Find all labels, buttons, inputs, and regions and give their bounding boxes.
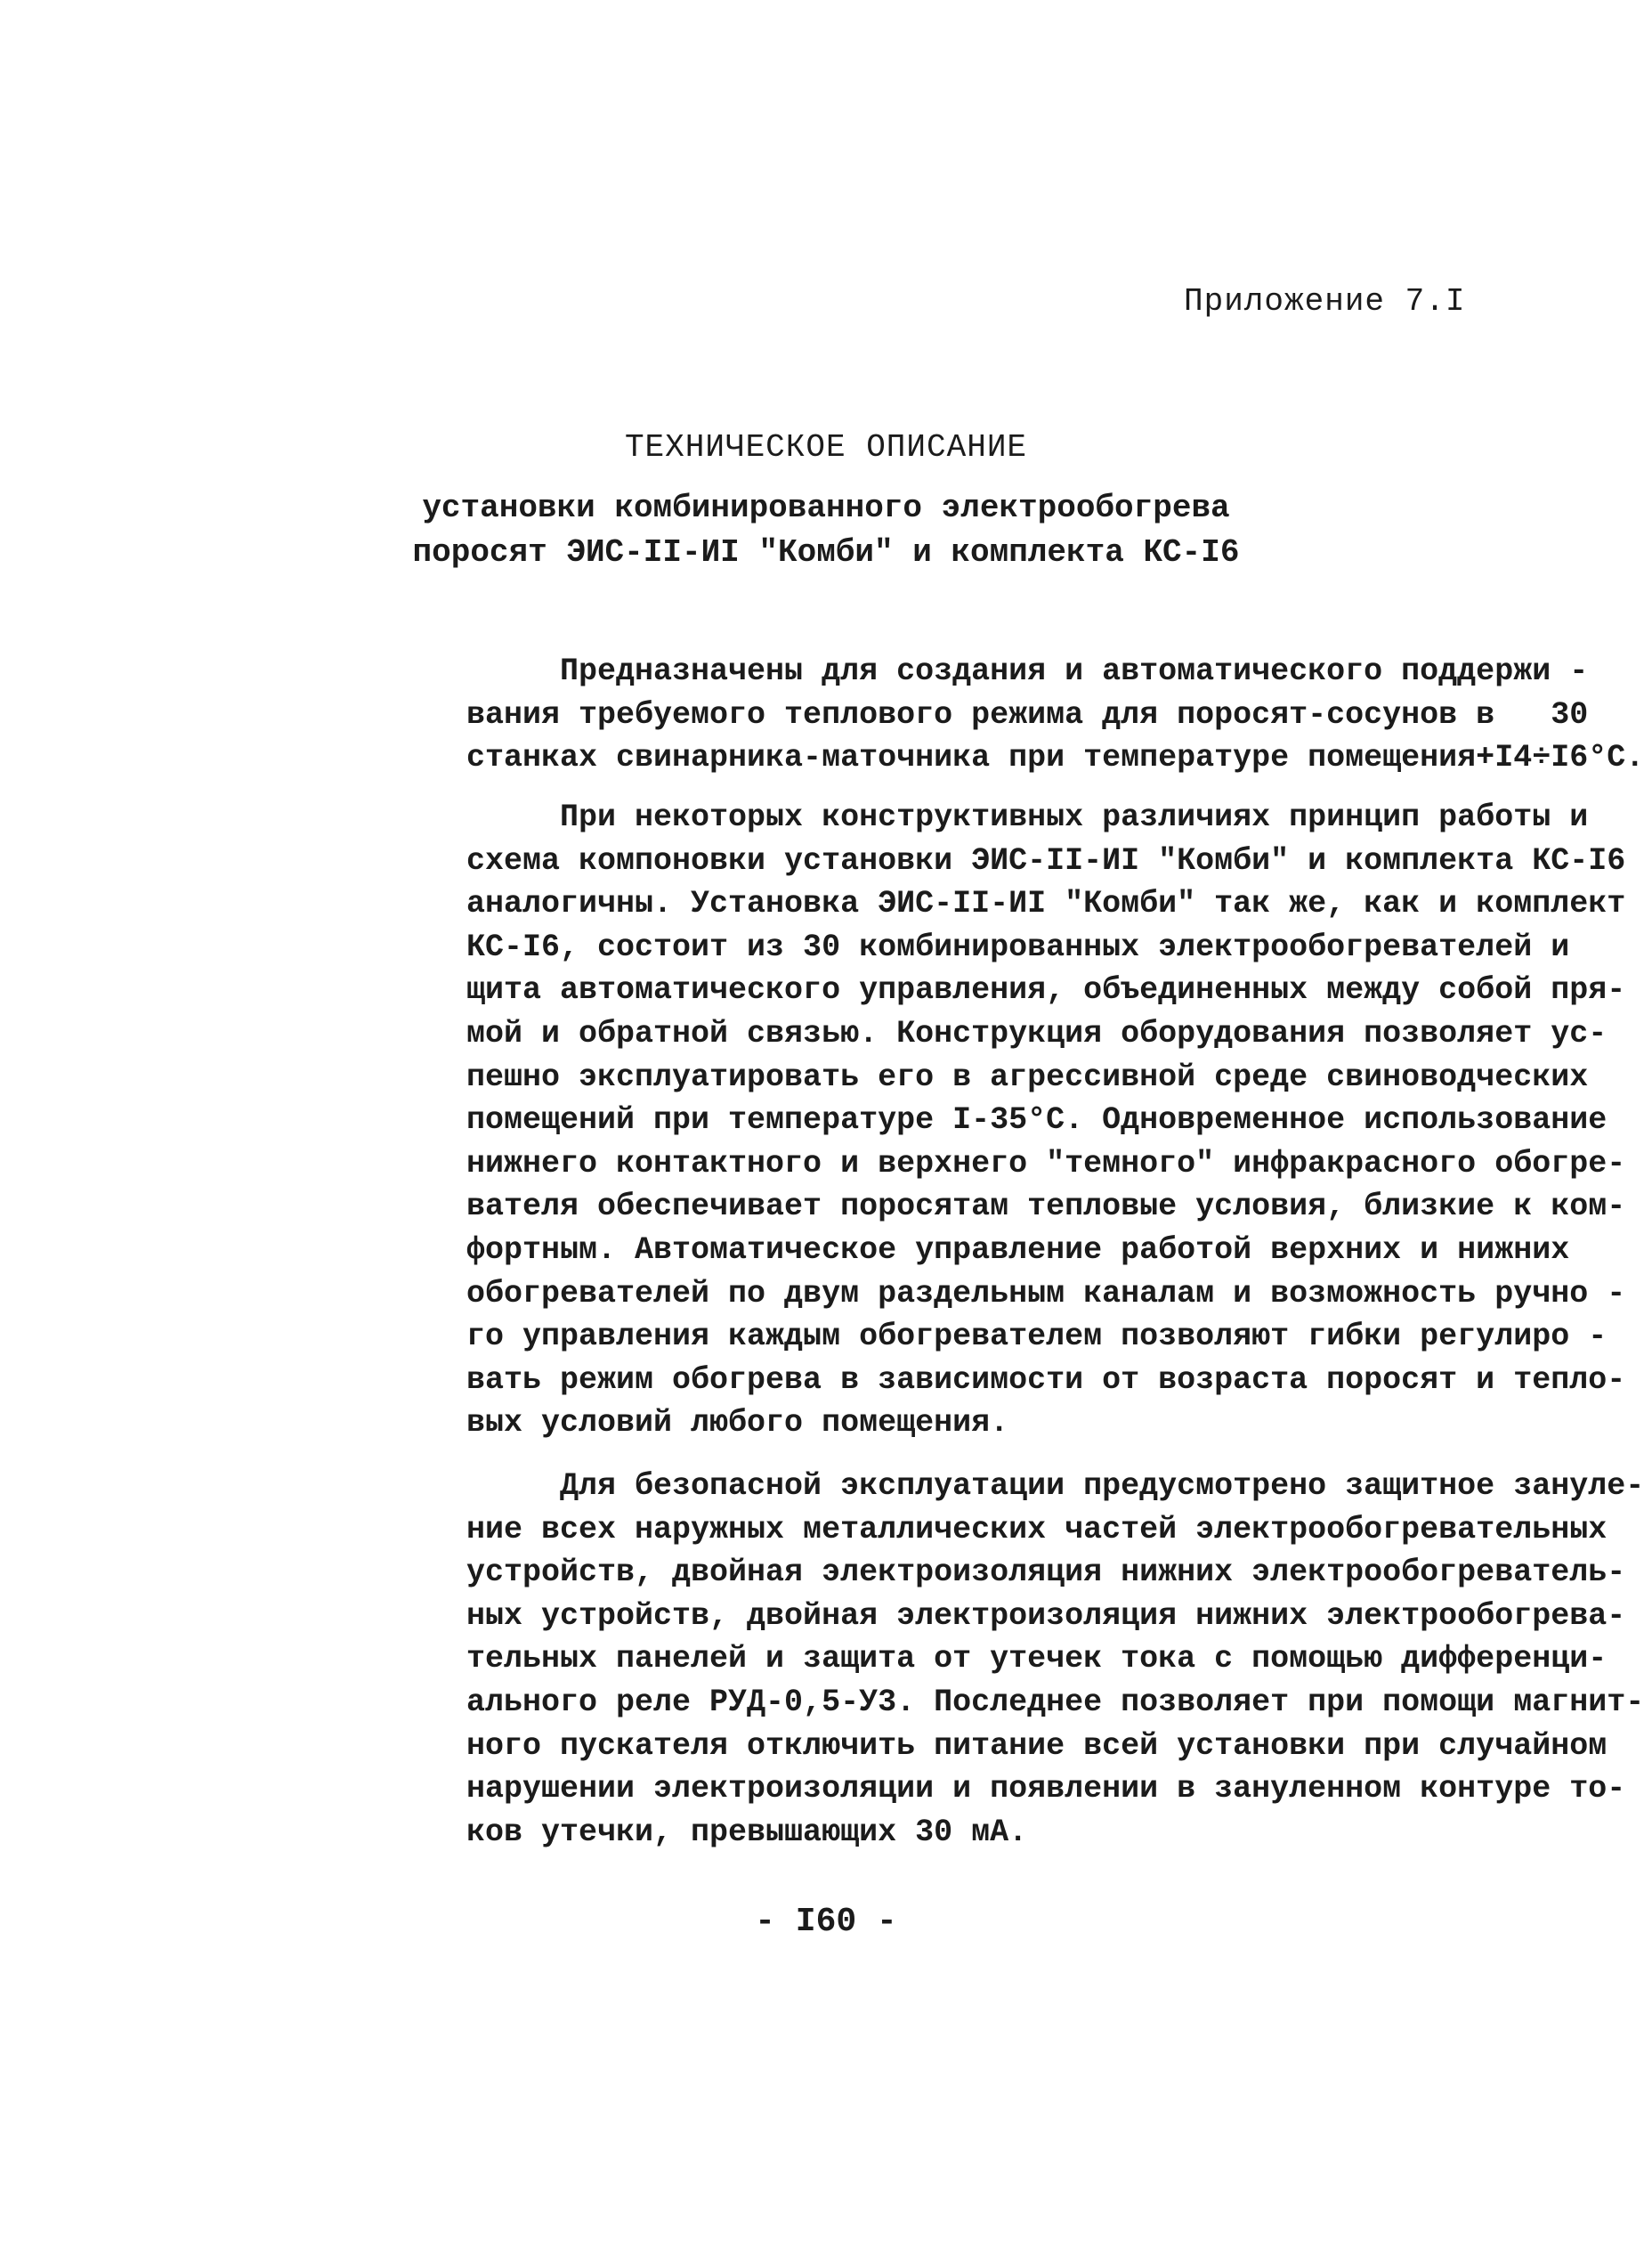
text-line: тельных панелей и защита от утечек тока с помощью дифференци- [466, 1641, 1607, 1677]
text-line: помещений при температуре I-35°С. Одновременное использование [466, 1102, 1607, 1139]
text-line: устройств, двойная электроизоляция нижних электрообогреватель- [466, 1555, 1626, 1591]
text-line: нижнего контактного и верхнего "темного" инфракрасного обогре- [466, 1145, 1626, 1181]
text-line: нарушении электроизоляции и появлении в зануленном контуре то- [466, 1771, 1626, 1807]
text-line: вания требуемого теплового режима для поросят-сосунов в 30 [466, 696, 1589, 733]
text-line: го управления каждым обогревателем позволяют гибки регулиро - [466, 1319, 1607, 1355]
text-line: щита автоматического управления, объединенных между собой пря- [466, 972, 1626, 1009]
text-line: вателя обеспечивает поросятам тепловые условия, близкие к ком- [466, 1189, 1626, 1225]
text-line: При некоторых конструктивных различиях принцип работы и [466, 800, 1589, 835]
text-line: вых условий любого помещения. [466, 1405, 1009, 1441]
text-line: фортным. Автоматическое управление работой верхних и нижних [466, 1231, 1570, 1268]
appendix-label: Приложение 7.I [1184, 283, 1466, 320]
document-title: ТЕХНИЧЕСКОЕ ОПИСАНИЕ [624, 429, 1028, 466]
text-line: вать режим обогрева в зависимости от возраста поросят и тепло- [466, 1361, 1626, 1398]
paragraph-design [466, 796, 1626, 1445]
text-line: мой и обратной связью. Конструкция оборудования позволяет ус- [466, 1015, 1607, 1051]
paragraph-purpose [466, 650, 1645, 780]
paragraph-safety [466, 1465, 1645, 1854]
text-line: ков утечки, превышающих 30 мА. [466, 1814, 1028, 1850]
text-line: ние всех наружных металлических частей электрообогревательных [466, 1511, 1607, 1547]
subtitle-line: поросят ЭИС-II-ИI "Комби" и комплекта КС-I6 [412, 534, 1240, 571]
text-line: схема компоновки установки ЭИС-II-ИI "Комби" и комплекта КС-I6 [466, 842, 1626, 879]
text-line: Для безопасной эксплуатации предусмотрено защитное зануле- [466, 1468, 1645, 1504]
page-number: - I60 - [755, 1903, 897, 1941]
text-line: пешно эксплуатировать его в агрессивной среде свиноводческих [466, 1059, 1589, 1095]
text-line: Предназначены для создания и автоматического поддержи - [466, 654, 1589, 689]
document-subtitle [0, 486, 1652, 575]
text-line: аналогичны. Установка ЭИС-II-ИI "Комби" так же, как и комплект [466, 886, 1626, 922]
text-line: обогревателей по двум раздельным каналам и возможность ручно - [466, 1275, 1626, 1311]
text-line: ного пускателя отключить питание всей установки при случайном [466, 1727, 1607, 1764]
subtitle-line: установки комбинированного электрообогрева [422, 490, 1230, 526]
text-line: ального реле РУД-0,5-У3. Последнее позволяет при помощи магнит- [466, 1684, 1645, 1720]
text-line: станках свинарника-маточника при температуре помещения+I4÷I6°С. [466, 740, 1645, 776]
text-line: КС-I6, состоит из 30 комбинированных электрообогревателей и [466, 929, 1570, 965]
text-line: ных устройств, двойная электроизоляция нижних электрообогрева- [466, 1597, 1626, 1634]
